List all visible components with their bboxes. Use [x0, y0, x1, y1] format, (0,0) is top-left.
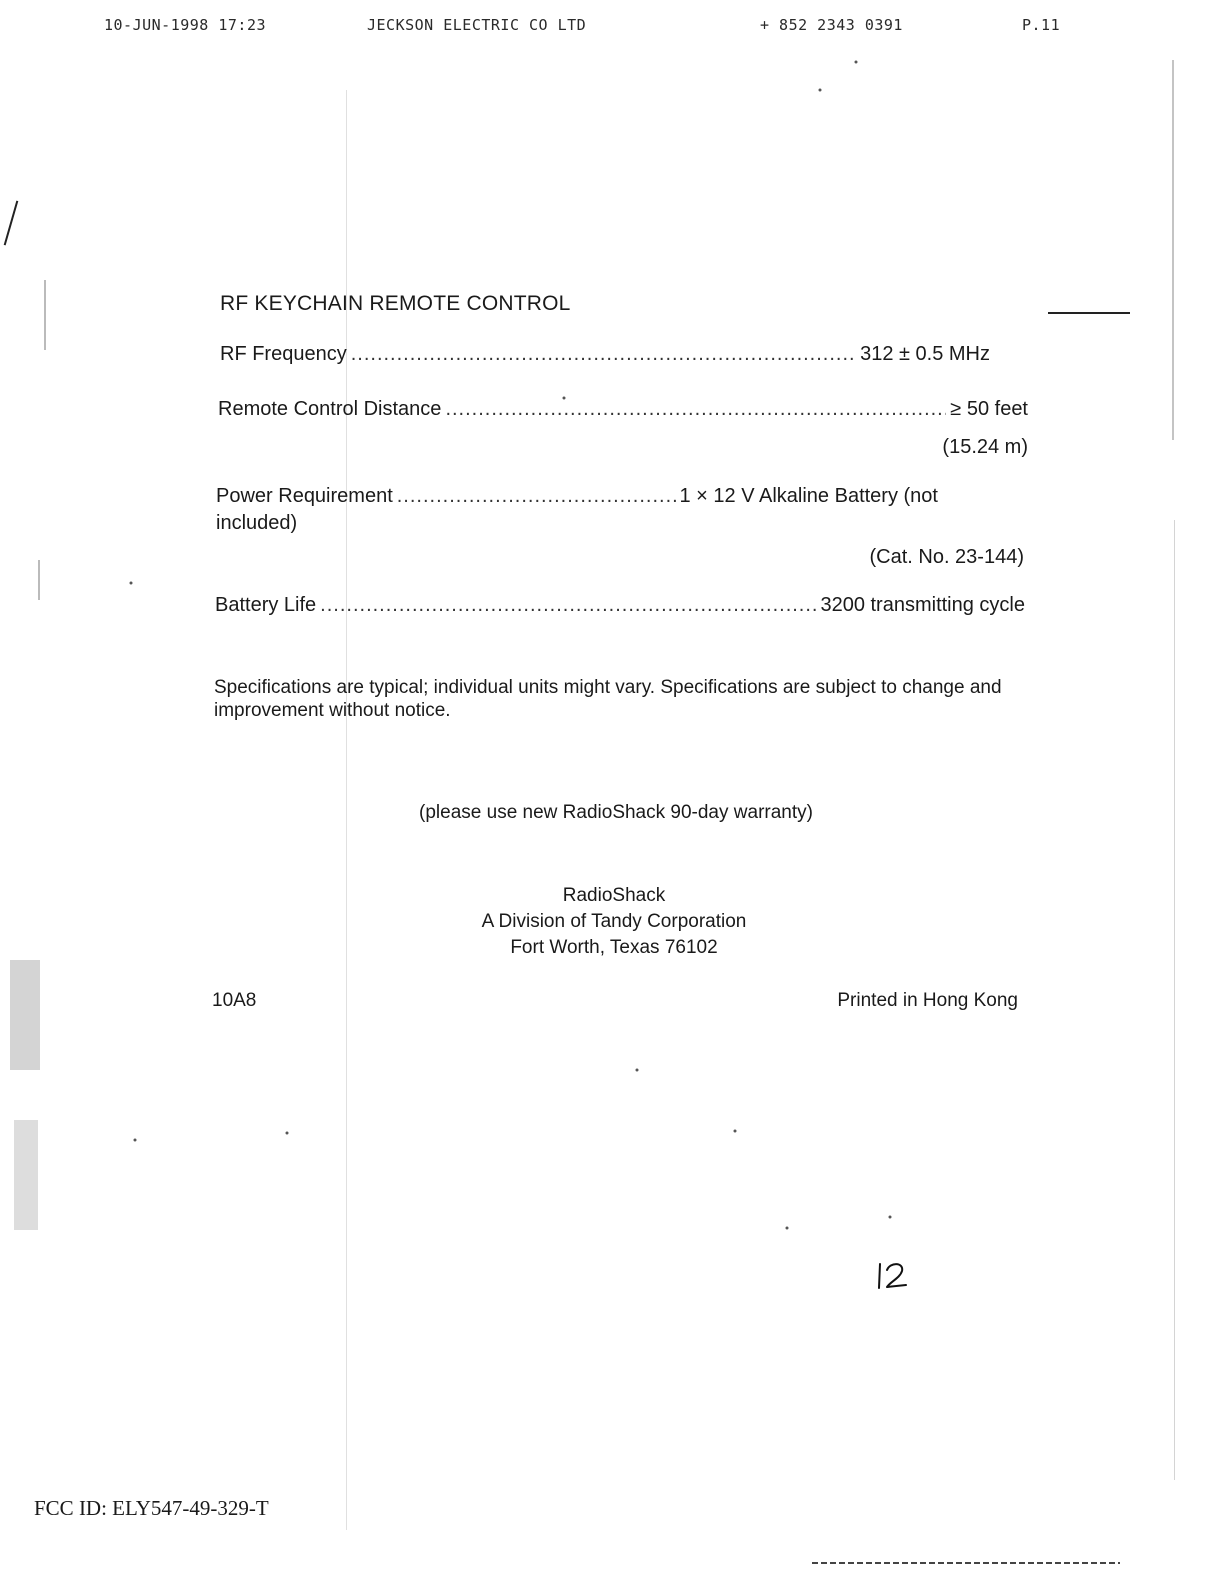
leader-dots [397, 485, 676, 508]
scan-artifact-rule [1048, 312, 1130, 314]
spec-value: 312 ± 0.5 MHz [860, 343, 990, 365]
fax-datetime: 10-JUN-1998 17:23 [104, 16, 267, 34]
spec-row-rf-frequency [220, 343, 990, 366]
spec-value: 3200 transmitting cycle [820, 594, 1025, 616]
spec-value-continuation: included) [216, 512, 298, 534]
spec-title: RF KEYCHAIN REMOTE CONTROL [220, 292, 571, 315]
company-division: A Division of Tandy Corporation [481, 911, 747, 932]
leader-dots [445, 398, 946, 421]
spec-value-metric: (15.24 m) [942, 436, 1028, 458]
scan-artifact-bottom-rule [812, 1562, 1120, 1564]
spec-label: Power Requirement [216, 485, 393, 507]
fax-header [0, 16, 1224, 38]
handwritten-page-number [874, 1258, 914, 1292]
fcc-id: FCC ID: ELY547-49-329-T [34, 1496, 269, 1520]
spec-label: Battery Life [215, 594, 317, 616]
spec-row-battery-life [215, 594, 1025, 617]
spec-label: RF Frequency [220, 343, 347, 365]
spec-row-power-requirement [216, 485, 938, 508]
company-address: Fort Worth, Texas 76102 [510, 937, 718, 958]
fax-page-number: P.11 [1022, 16, 1061, 34]
spec-label: Remote Control Distance [218, 398, 442, 420]
company-name: RadioShack [562, 885, 666, 906]
spec-value: 1 × 12 V Alkaline Battery (not [679, 485, 938, 507]
document-code: 10A8 [212, 990, 257, 1011]
spec-value: ≥ 50 feet [950, 398, 1028, 420]
spec-row-remote-distance [218, 398, 1028, 421]
spec-catalog-number: (Cat. No. 23-144) [869, 546, 1024, 568]
fax-phone-number: + 852 2343 0391 [760, 16, 903, 34]
warranty-note: (please use new RadioShack 90-day warranty) [419, 802, 813, 823]
leader-dots [351, 343, 856, 366]
specifications-note: Specifications are typical; individual units might vary. Specifications are subject to change and improvement without notice. [214, 677, 1002, 721]
leader-dots [320, 594, 816, 617]
printed-location: Printed in Hong Kong [837, 990, 1018, 1011]
company-address-block [0, 883, 1224, 961]
scan-artifact-mark [4, 201, 19, 246]
fax-sender-company: JECKSON ELECTRIC CO LTD [367, 16, 587, 34]
